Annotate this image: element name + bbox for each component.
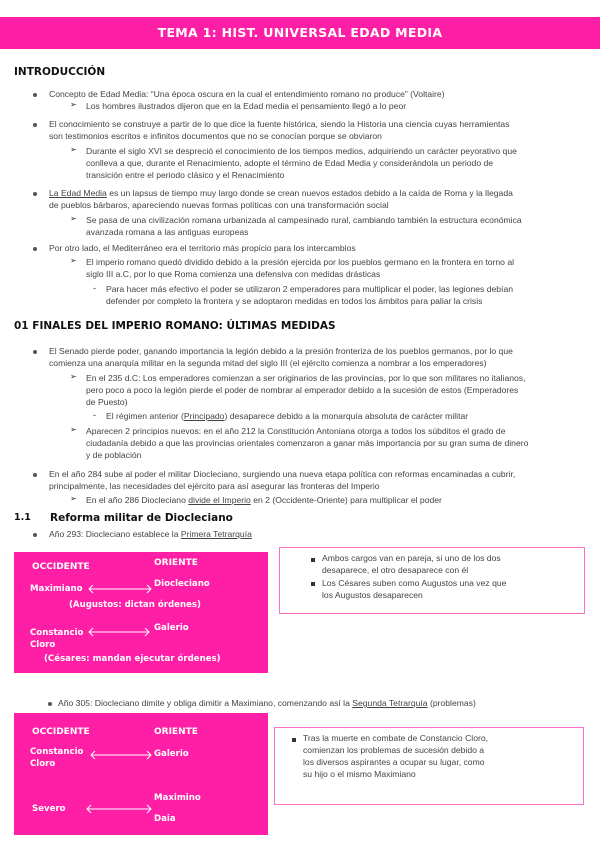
diagram-east-label: ORIENTE [154,558,198,568]
intro-bullet-2-sub-line3: transición entre el periodo clásico y el Renacimiento [86,170,285,180]
title-bar [0,17,600,49]
square-bullet [311,582,315,586]
square-bullet [311,558,315,562]
sec01-bullet-1-sub2-line2: ciudadanía debido a que las provincias orientales comenzaron a ganar más importancia por su gran suma de dinero [86,438,529,448]
note2-line3: los diversos aspirantes a ocupar su lugar, como [303,757,485,767]
arrow-bullet: ➢ [70,145,77,154]
underlined-term: Primera Tetrarquía [180,529,252,539]
note1-bullet-1-line1: Ambos cargos van en pareja, si uno de los dos [322,553,501,563]
underlined-term: Segunda Tetrarquía [352,698,428,708]
diagram-primera-tetrarquia [14,552,268,673]
page-title: TEMA 1: HIST. UNIVERSAL EDAD MEDIA [157,25,443,40]
intro-bullet-2-line1: El conocimiento se construye a partir de lo que dice la fuente histórica, siendo la Historia una ciencia cuyas herramientas [49,119,510,129]
arrow-bullet: ➢ [70,256,77,265]
bullet-dot [33,123,37,127]
bullet-dot [33,247,37,251]
diagram-segunda-tetrarquia [14,713,268,835]
note1-bullet-2-line2: los Augustos desaparecen [322,590,423,600]
double-arrow-icon [86,584,154,594]
square-bullet [292,738,296,742]
sec01-bullet-1-line2: comienza una anarquía militar en la segunda mitad del siglo III (el ejército comienza a nombrar a los emperadores) [49,358,487,368]
sec01-bullet-2-line2: principalmente, las necesidades del ejército para así asegurar las fronteras del Imperio [49,481,380,491]
bullet-dot [33,93,37,97]
note2-line1: Tras la muerte en combate de Constancio Cloro, [303,733,489,743]
bullet-dot [33,473,37,477]
note2-line2: comienzan los problemas de sucesión debido a [303,745,485,755]
sec01-bullet-1-sub2-line3: y de población [86,450,142,460]
intro-bullet-3-sub-line1: Se pasa de una civilización romana urbanizada al campesinado rural, cambiando también la estructura económica [86,215,522,225]
arrow-bullet: ➢ [70,425,77,434]
caesar-east-line1: Maximino [154,793,201,803]
dash-bullet: - [93,283,96,293]
caesar-west-line2: Cloro [30,640,56,650]
arrow-bullet: ➢ [70,100,77,109]
bullet-dot [33,533,37,537]
caesar-east-line2: Daia [154,814,176,824]
diagram-west-label: OCCIDENTE [32,562,90,572]
double-arrow-icon [86,627,152,637]
augustus-west-line2: Cloro [30,759,56,769]
bullet-dot [48,702,52,706]
intro-bullet-4: Por otro lado, el Mediterráneo era el territorio más propicio para los intercambios [49,243,356,253]
underlined-term: divide el Imperio [188,495,251,505]
double-arrow-icon [88,750,154,760]
augustus-note: (Augustos: dictan órdenes) [69,600,201,610]
intro-bullet-2-sub-line2: conlleva a que, durante el Renacimiento, adopte el término de Edad Media y considerándola un periodo de [86,158,494,168]
intro-bullet-3-line2: de pueblos bárbaros, apareciendo nuevas formas políticas con una transformación social [49,200,389,210]
note-box-2 [274,727,584,805]
underlined-term: La Edad Media [49,188,107,198]
note1-bullet-1-line2: desaparece, el otro desaparece con él [322,565,469,575]
dash-bullet: - [93,410,96,420]
intro-bullet-3-sub-line2: avanzada romana a las antiguas europeas [86,227,249,237]
section-1-1-number: 1.1 [14,512,31,523]
augustus-east: Galerio [154,749,189,759]
caesar-west: Severo [32,804,66,814]
intro-bullet-4-sub-line1: El imperio romano quedó dividido debido a la presión ejercida por los pueblos germano en la frontera en torno al [86,257,515,267]
intro-bullet-2-line2: son testimonios escritos e infinitos documentos que no se conocían porque se obviaron [49,131,382,141]
caesar-east: Galerio [154,623,189,633]
sec11-item-2: Año 305: Diocleciano dimite y obliga dimitir a Maximiano, comenzando así la Segunda Tetrarquía (problemas) [58,698,476,708]
arrow-bullet: ➢ [70,214,77,223]
sec01-bullet-1-sub1-line1: En el 235 d.C: Los emperadores comienzan a ser originarios de las provincias, por lo que son militares no italianos, [86,373,526,383]
intro-bullet-4-dash-line1: Para hacer más efectivo el poder se utilizaron 2 emperadores para multiplicar el poder, las legiones debían [106,284,513,294]
sec01-bullet-1-sub2-line1: Aparecen 2 principios nuevos: en el año 212 la Constitución Antoniana otorga a todos los súbditos el grado de [86,426,506,436]
augustus-west: Maximiano [30,584,83,594]
diagram-west-label: OCCIDENTE [32,727,90,737]
augustus-west-line1: Constancio [30,747,84,757]
sec11-item-1: Año 293: Diocleciano establece la Primera Tetrarquía [49,529,252,539]
caesar-west-line1: Constancio [30,628,84,638]
intro-bullet-2-sub-line1: Durante el siglo XVI se despreció el conocimiento de los tiempos medios, adquiriendo un carácter peyorativo que [86,146,517,156]
arrow-bullet: ➢ [70,494,77,503]
intro-bullet-1: Concepto de Edad Media: “Una época oscura en la cual el entendimiento romano no produce” (Voltaire) [49,89,445,99]
intro-heading: INTRODUCCIÓN [14,66,106,78]
note-box-1 [279,547,585,614]
note1-bullet-2-line1: Los Césares suben como Augustos una vez que [322,578,507,588]
sec01-bullet-1-sub1-line2: pero poco a poco la legión pierde el poder de nombrar al emperador debido a la sucesión de estos (Emperadores [86,385,519,395]
sec01-bullet-1-sub1-line3: de Puesto) [86,397,128,407]
intro-bullet-3-line1: La Edad Media es un lapsus de tiempo muy largo donde se crean nuevos estados debido a la caída de Roma y la llegada [49,188,513,198]
sec01-bullet-1-line1: El Senado pierde poder, ganando importancia la legión debido a la presión fronteriza de los pueblos germanos, por lo que [49,346,513,356]
bullet-dot [33,192,37,196]
sec01-bullet-2-sub: En el año 286 Diocleciano divide el Imperio en 2 (Occidente-Oriente) para multiplicar el poder [86,495,442,505]
note2-line4: su hijo o el mismo Maximiano [303,769,416,779]
intro-bullet-4-dash-line2: defender por completo la frontera y se adoptaron medidas en todos los ámbitos para paliar la crisis [106,296,483,306]
augustus-east: Diocleciano [154,579,210,589]
section-01-heading: 01 FINALES DEL IMPERIO ROMANO: ÚLTIMAS MEDIDAS [14,320,336,332]
caesar-note: (Césares: mandan ejecutar órdenes) [44,654,221,664]
sec01-bullet-1-dash: El régimen anterior (Principado) desaparece debido a la monarquía absoluta de carácter militar [106,411,469,421]
intro-bullet-1-sub: Los hombres ilustrados dijeron que en la Edad media el pensamiento llegó a lo peor [86,101,407,111]
bullet-dot [33,350,37,354]
underlined-term: Principado [183,411,225,421]
diagram-east-label: ORIENTE [154,727,198,737]
section-1-1-heading: Reforma militar de Diocleciano [50,512,233,524]
sec01-bullet-2-line1: En el año 284 sube al poder el militar Diocleciano, surgiendo una nueva etapa política con reformas encaminadas a cubrir, [49,469,516,479]
intro-bullet-4-sub-line2: siglo III a.C, por lo que Roma comienza una defensiva con medidas drásticas [86,269,381,279]
arrow-bullet: ➢ [70,372,77,381]
double-arrow-icon [84,804,154,814]
